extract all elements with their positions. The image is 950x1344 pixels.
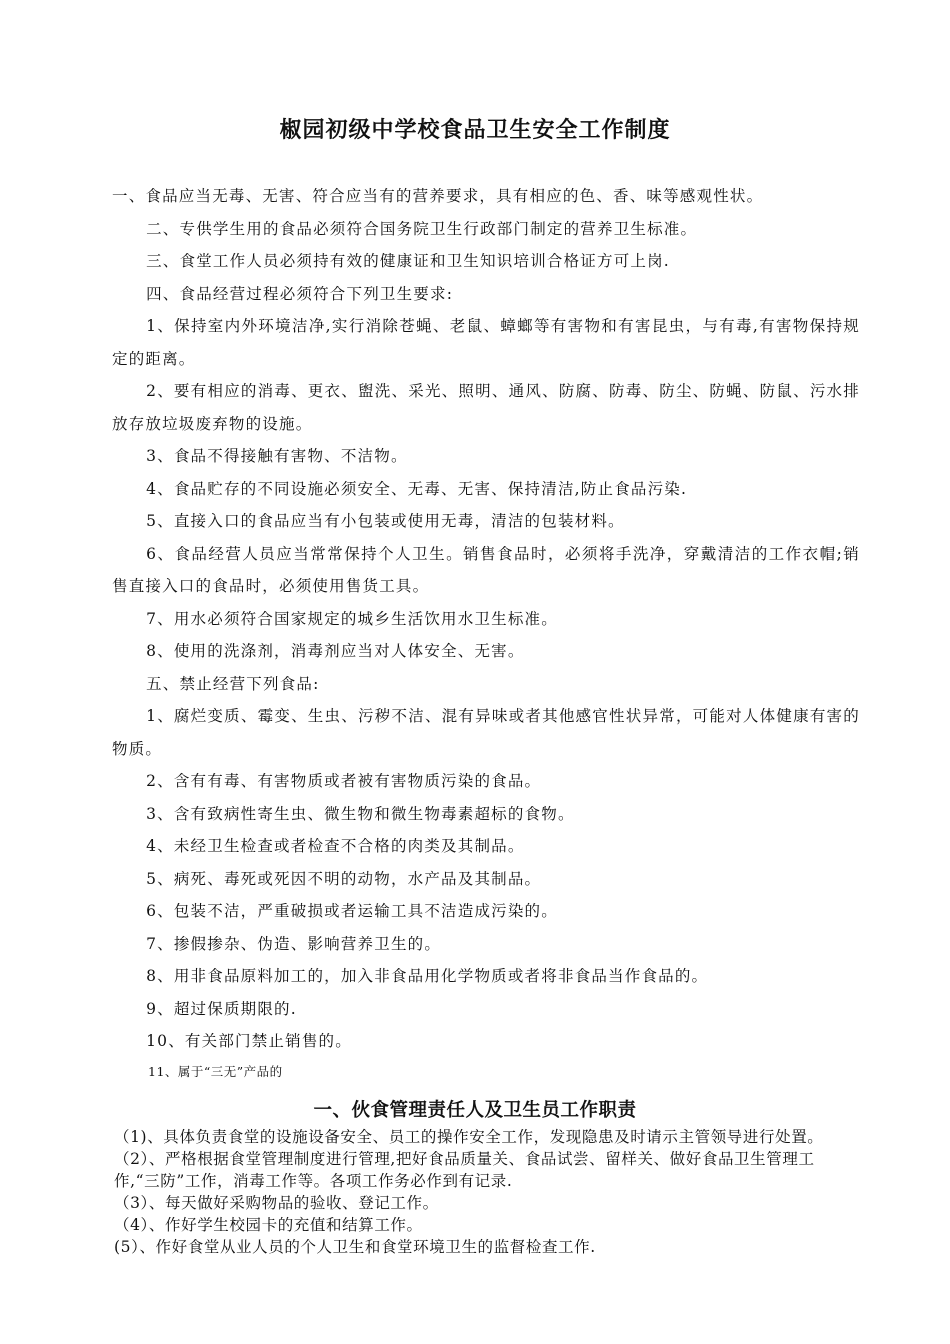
rule-paragraph: 7、用水必须符合国家规定的城乡生活饮用水卫生标准。 [146, 609, 558, 628]
rule-paragraph: 6、包装不洁，严重破损或者运输工具不洁造成污染的。 [146, 902, 558, 920]
rule-paragraph: 9、超过保质期限的. [146, 999, 297, 1018]
duty-item: (5）、作好食堂从业人员的个人卫生和食堂环境卫生的监督检查工作. [114, 1238, 596, 1256]
rule-paragraph: 4、食品贮存的不同设施必须安全、无毒、无害、保持清洁,防止食品污染. [146, 479, 688, 498]
rule-paragraph: 11、属于“三无”产品的 [148, 1063, 283, 1079]
rule-paragraph: 二、专供学生用的食品必须符合国务院卫生行政部门制定的营养卫生标准。 [146, 219, 698, 238]
rule-paragraph: 3、含有致病性寄生虫、微生物和微生物毒素超标的食物。 [146, 804, 575, 823]
rule-paragraph: 2、含有有毒、有害物质或者被有害物质污染的食品。 [146, 772, 542, 790]
duty-item: （2）、严格根据食堂管理制度进行管理,把好食品质量关、食品试尝、留样关、做好食品卫生管理工作,“三防”工作，消毒工作等。各项工作务必作到有记录. [114, 1150, 815, 1190]
rule-paragraph: 6、食品经营人员应当常常保持个人卫生。销售食品时，必须将手洗净，穿戴清洁的工作衣帽;销售直接入口的食品时，必须使用售货工具。 [112, 544, 860, 595]
duty-item: （3）、每天做好采购物品的验收、登记工作。 [114, 1194, 439, 1212]
document-title: 椒园初级中学校食品卫生安全工作制度 [279, 117, 671, 143]
duties-heading: 一、伙食管理责任人及卫生员工作职责 [313, 1100, 637, 1121]
rule-paragraph: 1、保持室内外环境洁净,实行消除苍蝇、老鼠、蟑螂等有害物和有害昆虫，与有毒,有害物保持规定的距离。 [112, 317, 860, 368]
rule-paragraph: 7、掺假掺杂、伪造、影响营养卫生的。 [146, 934, 442, 953]
hygiene-rules-section [112, 180, 860, 1086]
rule-paragraph: 四、食品经营过程必须符合下列卫生要求: [146, 284, 454, 303]
rule-paragraph: 5、病死、毒死或死因不明的动物，水产品及其制品。 [146, 869, 542, 888]
rule-paragraph: 1、腐烂变质、霉变、生虫、污秽不洁、混有异味或者其他感官性状异常，可能对人体健康有害的物质。 [112, 707, 860, 758]
rule-paragraph: 3、食品不得接触有害物、不洁物。 [146, 447, 408, 465]
rule-paragraph: 三、食堂工作人员必须持有效的健康证和卫生知识培训合格证方可上岗. [146, 252, 670, 270]
rule-paragraph: 10、有关部门禁止销售的。 [146, 1032, 352, 1050]
rule-paragraph: 8、用非食品原料加工的，加入非食品用化学物质或者将非食品当作食品的。 [146, 967, 709, 985]
rule-paragraph: 2、要有相应的消毒、更衣、盥洗、采光、照明、通风、防腐、防毒、防尘、防蝇、防鼠、污水排放存放垃圾废弃物的设施。 [112, 382, 860, 433]
duty-item: （1)、具体负责食堂的设施设备安全、员工的操作安全工作，发现隐患及时请示主管领导进行处置。 [114, 1128, 824, 1146]
duty-item: （4）、作好学生校园卡的充值和结算工作。 [114, 1216, 423, 1234]
duties-section [114, 1126, 858, 1258]
rule-paragraph: 8、使用的洗涤剂，消毒剂应当对人体安全、无害。 [146, 642, 525, 660]
rule-paragraph: 5、直接入口的食品应当有小包装或使用无毒，清洁的包装材料。 [146, 512, 625, 530]
rule-paragraph: 一、食品应当无毒、无害、符合应当有的营养要求，具有相应的色、香、味等感观性状。 [112, 187, 764, 205]
rule-paragraph: 4、未经卫生检查或者检查不合格的肉类及其制品。 [146, 837, 525, 855]
rule-paragraph: 五、禁止经营下列食品: [146, 674, 320, 693]
